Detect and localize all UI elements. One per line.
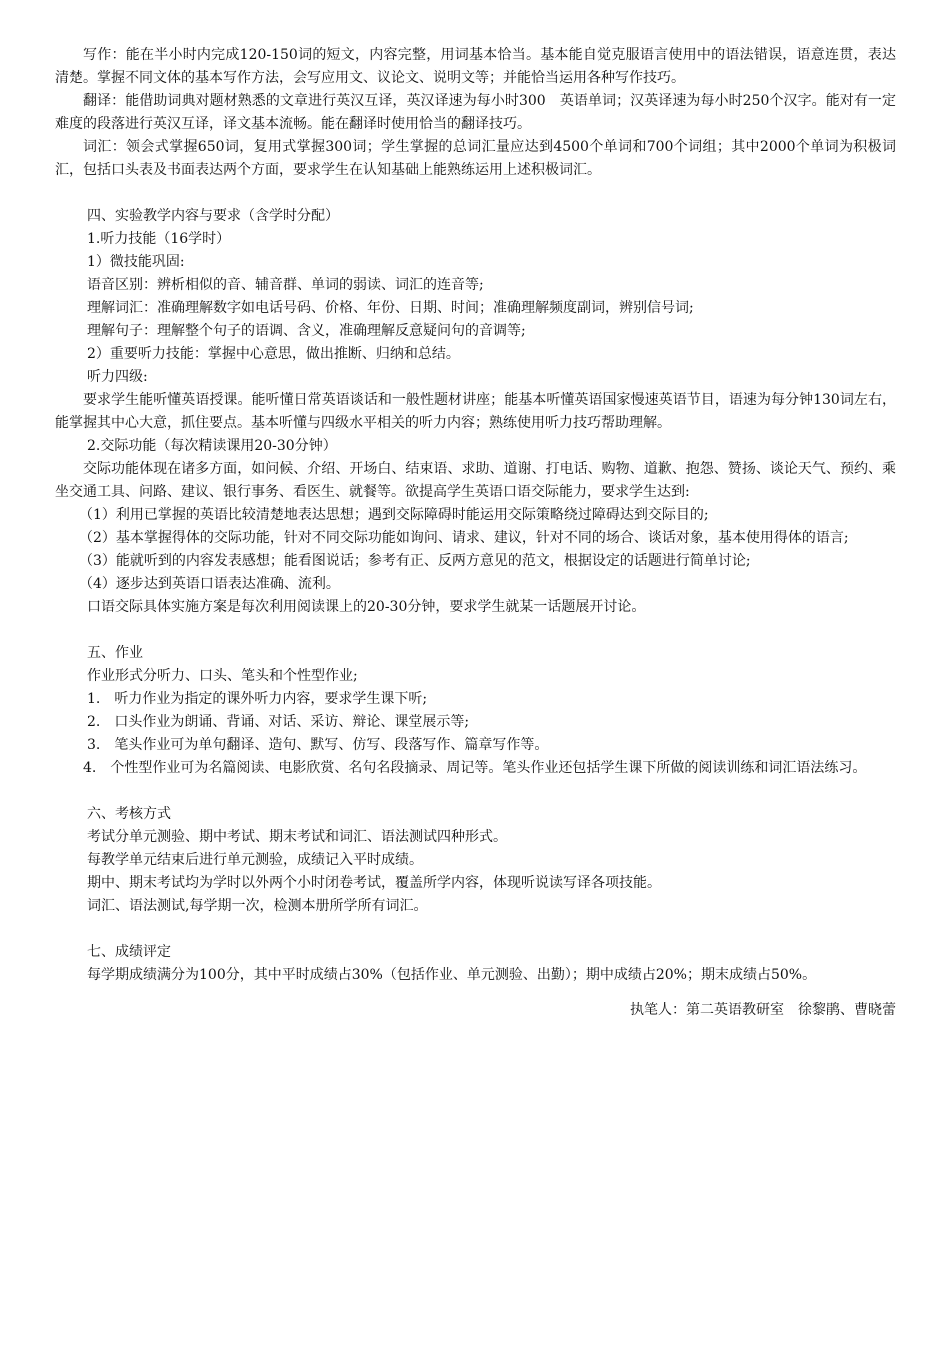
spacer — [55, 182, 896, 205]
spacer — [55, 619, 896, 642]
communication-paragraph: 交际功能体现在诸多方面，如问候、介绍、开场白、结束语、求助、道谢、打电话、购物、道歉、抱怨、赞扬、谈论天气、预约、乘坐交通工具、问路、建议、银行事务、看医生、就餐等。欲提高学生英语口语交际能力，要求学生达到: — [55, 461, 896, 500]
homework-item-1: 1. 听力作业为指定的课外听力内容，要求学生课下听; — [87, 691, 428, 707]
section-7-heading: 七、成绩评定 — [87, 944, 171, 960]
grading-line: 每学期成绩满分为100分，其中平时成绩占30%（包括作业、单元测验、出勤）；期中成绩占20%；期末成绩占50%。 — [87, 967, 817, 983]
section-4-heading: 四、实验教学内容与要求（含学时分配） — [87, 208, 339, 224]
level4-title: 听力四级: — [87, 369, 148, 385]
section-6-heading: 六、考核方式 — [87, 806, 171, 822]
micro-skill-1: 语音区别：辨析相似的音、辅音群、单词的弱读、词汇的连音等; — [87, 277, 484, 293]
translation-paragraph: 翻译：能借助词典对题材熟悉的文章进行英汉互译，英汉译速为每小时300 英语单词；汉英译速为每小时250个汉字。能对有一定难度的段落进行英汉互译，译文基本流畅。能在翻译时使用恰当的翻译技巧。 — [55, 93, 896, 132]
micro-skill-3: 理解句子：理解整个句子的语调、含义，准确理解反意疑问句的音调等; — [87, 323, 526, 339]
spacer — [55, 780, 896, 803]
requirement-1: （1）利用已掌握的英语比较清楚地表达思想；遇到交际障碍时能运用交际策略绕过障碍达到交际目的; — [79, 507, 709, 523]
homework-item-3: 3. 笔头作业可为单句翻译、造句、默写、仿写、段落写作、篇章写作等。 — [87, 737, 549, 753]
exam-line-4: 词汇、语法测试,每学期一次，检测本册所学所有词汇。 — [87, 898, 428, 914]
exam-line-3: 期中、期末考试均为学时以外两个小时闭卷考试，覆盖所学内容，体现听说读写译各项技能。 — [87, 875, 661, 891]
section-5-heading: 五、作业 — [87, 645, 143, 661]
writing-paragraph: 写作：能在半小时内完成120-150词的短文，内容完整，用词基本恰当。基本能自觉克服语言使用中的语法错误，语意连贯，表达清楚。掌握不同文体的基本写作方法，会写应用文、议论文、说明文等；并能恰当运用各种写作技巧。 — [55, 47, 896, 86]
homework-intro: 作业形式分听力、口头、笔头和个性型作业; — [87, 668, 358, 684]
spacer — [55, 987, 896, 999]
exam-line-1: 考试分单元测验、期中考试、期末考试和词汇、语法测试四种形式。 — [87, 829, 507, 845]
spacer — [55, 918, 896, 941]
vocabulary-paragraph: 词汇：领会式掌握650词，复用式掌握300词；学生掌握的总词汇量应达到4500个单词和700个词组；其中2000个单词为积极词汇，包括口头表及书面表达两个方面，要求学生在认知基础上能熟练运用上述积极词汇。 — [55, 139, 896, 178]
homework-item-4: 4. 个性型作业可为名篇阅读、电影欣赏、名句名段摘录、周记等。笔头作业还包括学生课下所做的阅读训练和词汇语法练习。 — [83, 760, 867, 776]
level4-paragraph: 要求学生能听懂英语授课。能听懂日常英语谈话和一般性题材讲座；能基本听懂英语国家慢速英语节目，语速为每分钟130词左右，能掌握其中心大意，抓住要点。基本听懂与四级水平相关的听力内容；熟练使用听力技巧帮助理解。 — [55, 392, 896, 431]
homework-item-2: 2. 口头作业为朗诵、背诵、对话、采访、辩论、课堂展示等; — [87, 714, 470, 730]
requirement-2: （2）基本掌握得体的交际功能，针对不同交际功能如询问、请求、建议，针对不同的场合、谈话对象，基本使用得体的语言; — [79, 530, 849, 546]
requirement-4: （4）逐步达到英语口语表达准确、流利。 — [79, 576, 340, 592]
communication-title: 2.交际功能（每次精读课用20-30分钟） — [87, 438, 337, 454]
micro-skill-2: 理解词汇：准确理解数字如电话号码、价格、年份、日期、时间；准确理解频度副词，辨别信号词; — [87, 300, 694, 316]
exam-line-2: 每教学单元结束后进行单元测验，成绩记入平时成绩。 — [87, 852, 423, 868]
listening-title: 1.听力技能（16学时） — [87, 231, 231, 247]
oral-plan: 口语交际具体实施方案是每次利用阅读课上的20-30分钟，要求学生就某一话题展开讨论。 — [87, 599, 646, 615]
micro-skills-title: 1）微技能巩固: — [87, 254, 185, 270]
key-listening-skill: 2）重要听力技能：掌握中心意思，做出推断、归纳和总结。 — [87, 346, 460, 362]
author-signature: 执笔人：第二英语教研室 徐黎鹃、曹晓蕾 — [630, 1002, 896, 1018]
requirement-3: （3）能就听到的内容发表感想；能看图说话；参考有正、反两方意见的范文，根据设定的话题进行简单讨论; — [79, 553, 751, 569]
